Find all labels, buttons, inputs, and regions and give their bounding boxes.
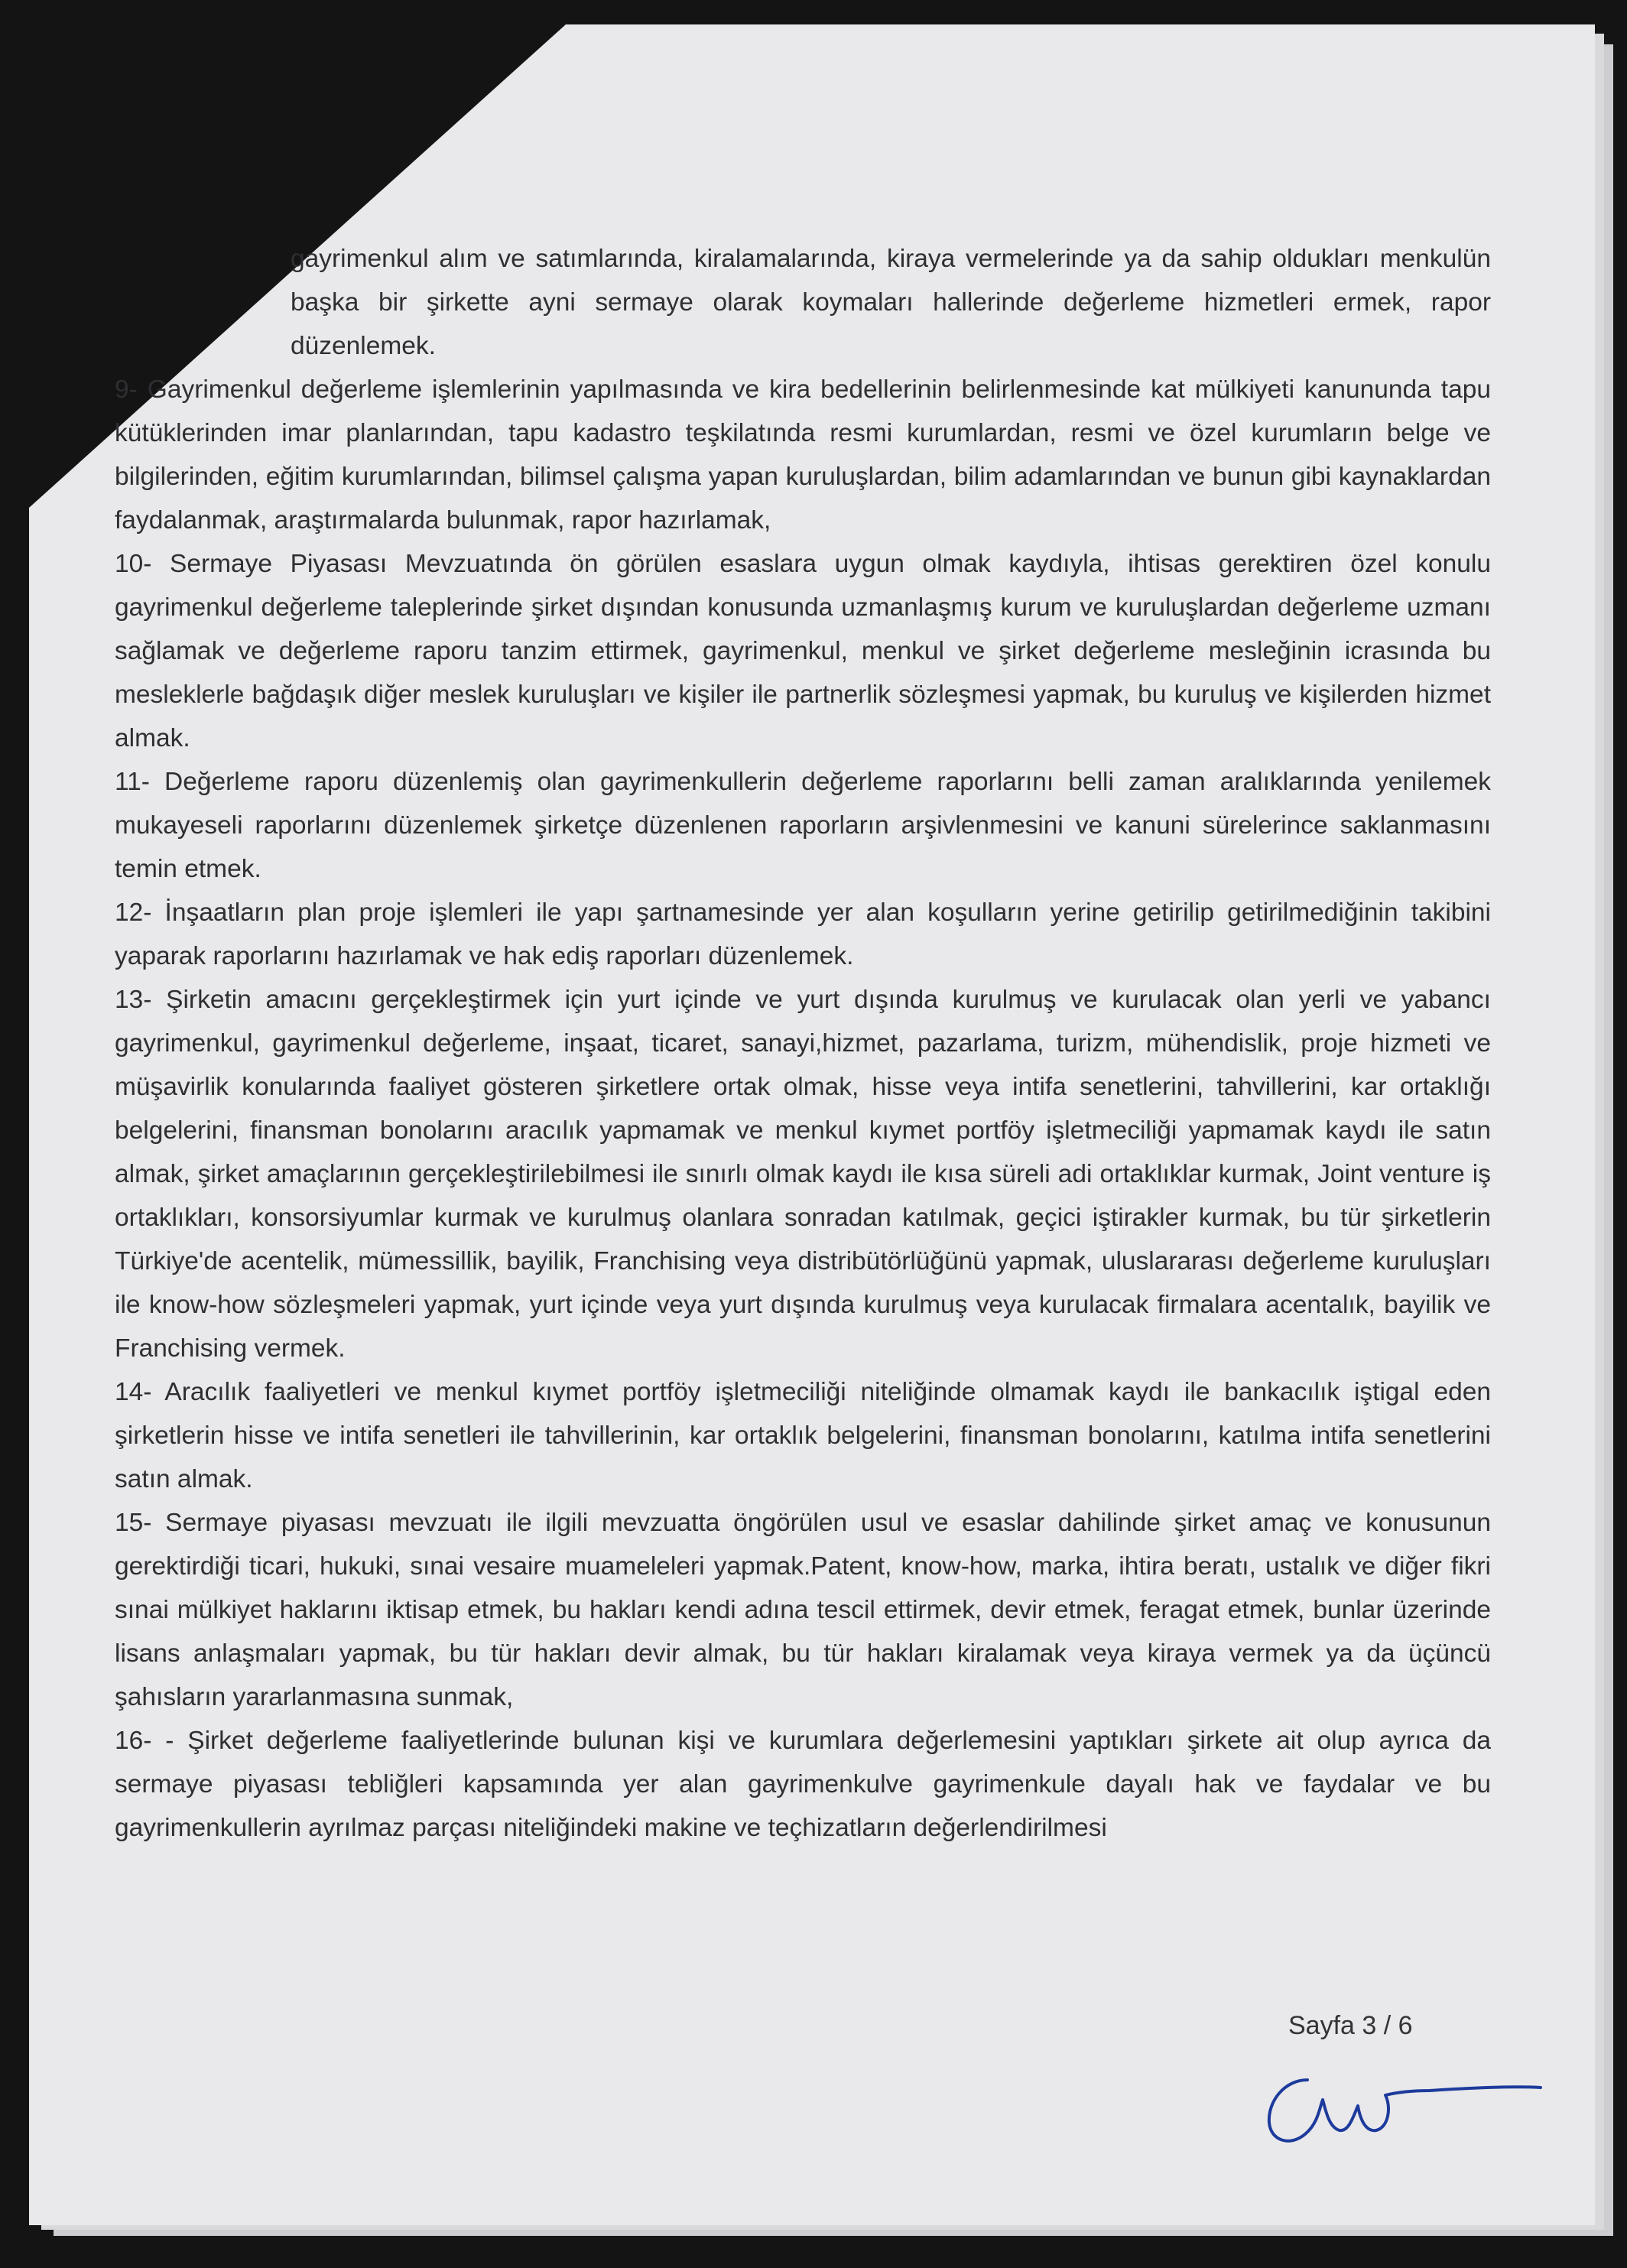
paragraph-10: 10- Sermaye Piyasası Mevzuatında ön görülen esaslara uygun olmak kaydıyla, ihtisas gerektiren özel konulu gayrimenkul değerleme taleplerinde şirket dışından konusunda uzmanlaşmış kurum ve kuruluşlardan değerleme uzmanı sağlamak ve değerleme raporu tanzim ettirmek, gayrimenkul, menkul ve şirket değerleme mesleğinin icrasında bu mesleklerle bağdaşık diğer meslek kuruluşları ve kişiler ile partnerlik sözleşmesi yapmak, bu kuruluş ve kişilerden hizmet almak.	[115, 550, 1491, 752]
paragraph-11: 11- Değerleme raporu düzenlemiş olan gayrimenkullerin değerleme raporlarını belli zaman aralıklarında yenilemek mukayeseli raporlarını düzenlemek şirketçe düzenlenen raporların arşivlenmesini ve kanuni sürelerince saklanmasını temin etmek.	[115, 768, 1491, 883]
signature-mark	[1254, 2057, 1544, 2156]
paragraph-8-continued: gayrimenkul alım ve satımlarında, kiralamalarında, kiraya vermelerinde ya da sahip oldukları menkulün başka bir şirkette ayni sermaye olarak koymaları hallerinde değerleme hizmetleri ermek, rapor düzenlemek.	[291, 245, 1491, 360]
paragraph-9: 9- Gayrimenkul değerleme işlemlerinin yapılmasında ve kira bedellerinin belirlenmesinde kat mülkiyeti kanununda tapu kütüklerinden imar planlarından, tapu kadastro teşkilatında resmi kurumlardan, resmi ve özel kurumların belge ve bilgilerinden, eğitim kurumlarından, bilimsel çalışma yapan kuruluşlardan, bilim adamlarından ve bunun gibi kaynaklardan faydalanmak, araştırmalarda bulunmak, rapor hazırlamak,	[115, 375, 1491, 535]
page-number: Sayfa 3 / 6	[1288, 2011, 1413, 2040]
paragraph-12: 12- İnşaatların plan proje işlemleri ile yapı şartnamesinde yer alan koşulların yerine getirilip getirilmediğinin takibini yaparak raporlarını hazırlamak ve hak ediş raporları düzenlemek.	[115, 898, 1491, 970]
paragraph-16: 16- - Şirket değerleme faaliyetlerinde bulunan kişi ve kurumlara değerlemesini yaptıkları şirkete ait olup ayrıca da sermaye piyasası tebliğleri kapsamında yer alan gayrimenkulve gayrimenkule dayalı hak ve faydalar ve bu gayrimenkullerin ayrılmaz parçası niteliğindeki makine ve teçhizatların değerlendirilmesi	[115, 1727, 1491, 1842]
paragraph-15: 15- Sermaye piyasası mevzuatı ile ilgili mevzuatta öngörülen usul ve esaslar dahilinde şirket amaç ve konusunun gerektirdiği ticari, hukuki, sınai vesaire muameleleri yapmak.Patent, know-how, marka, ihtira beratı, ustalık ve diğer fikri sınai mülkiyet haklarını iktisap etmek, bu hakları kendi adına tescil ettirmek, devir etmek, feragat etmek, bunlar üzerinde lisans anlaşmaları yapmak, bu tür hakları devir almak, bu tür hakları kiralamak veya kiraya vermek ya da üçüncü şahısların yararlanmasına sunmak,	[115, 1509, 1491, 1711]
paragraph-14: 14- Aracılık faaliyetleri ve menkul kıymet portföy işletmeciliği niteliğinde olmamak kaydı ile bankacılık iştigal eden şirketlerin hisse ve intifa senetleri ile tahvillerinin, kar ortaklık belgelerini, finansman bonolarını, katılma intifa senetlerini satın almak.	[115, 1378, 1491, 1493]
document-body	[115, 237, 1491, 1850]
paragraph-13: 13- Şirketin amacını gerçekleştirmek için yurt içinde ve yurt dışında kurulmuş ve kurulacak olan yerli ve yabancı gayrimenkul, gayrimenkul değerleme, inşaat, ticaret, sanayi,hizmet, pazarlama, turizm, mühendislik, proje hizmeti ve müşavirlik konularında faaliyet gösteren şirketlere ortak olmak, hisse veya intifa senetlerini, tahvillerini, kar ortaklığı belgelerini, finansman bonolarını aracılık yapmamak ve menkul kıymet portföy işletmeciliği yapmamak kaydı ile satın almak, şirket amaçlarının gerçekleştirilebilmesi ile sınırlı olmak kaydı ile kısa süreli adi ortaklıklar kurmak, Joint venture iş ortaklıkları, konsorsiyumlar kurmak ve kurulmuş olanlara sonradan katılmak, geçici iştirakler kurmak, bu tür şirketlerin Türkiye'de acentelik, mümessillik, bayilik, Franchising veya distribütörlüğünü yapmak, uluslararası değerleme kuruluşları ile know-how sözleşmeleri yapmak, yurt içinde veya yurt dışında kurulmuş veya kurulacak firmalara acentalık, bayilik ve Franchising vermek.	[115, 986, 1491, 1363]
